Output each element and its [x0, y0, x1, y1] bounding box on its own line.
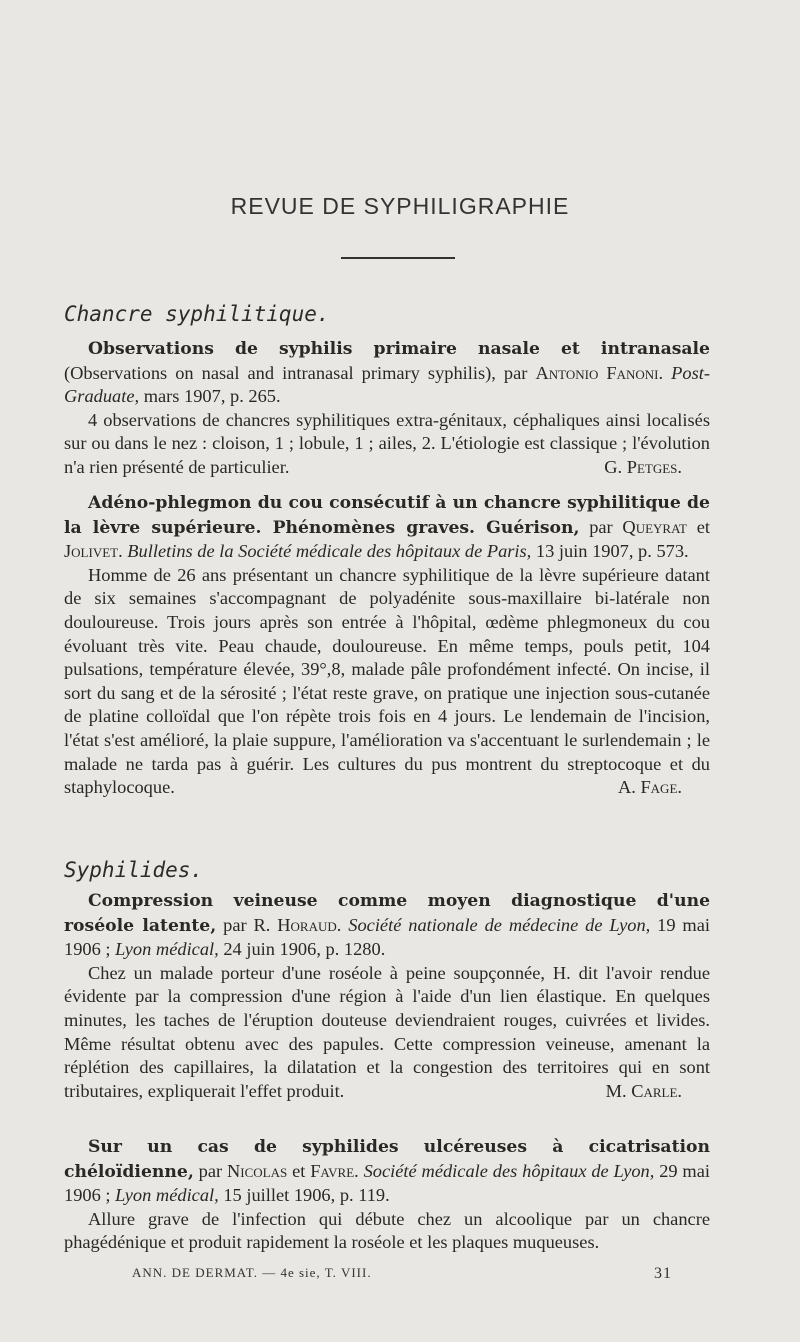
section-heading: Syphilides. [64, 858, 204, 882]
article-citation: Observations de syphilis primaire nasale et intranasale (Observations on nasal and intranasal primary syphilis), par Antonio Fanoni. Post-Graduate, mars 1907, p. 265. [64, 339, 710, 407]
citation-text: par R. [216, 914, 278, 935]
signature: A. Fage. [617, 777, 682, 798]
signature: G. Petges. [604, 456, 682, 477]
citation-text: et [287, 1160, 311, 1181]
author: Queyrat [622, 516, 687, 537]
article-title: Compression veineuse comme moyen diagnostique d'une roséole latente, [64, 891, 710, 936]
citation-text: par [193, 1160, 227, 1181]
section-chancre [64, 303, 710, 327]
journal: Post-Graduate, [64, 362, 710, 407]
author: Favre [310, 1160, 355, 1181]
footer-signature-mark: ANN. DE DERMAT. — 4e sie, T. VIII. [132, 1265, 372, 1280]
article-body: Chez un malade porteur d'une roséole à peine soupçonnée, H. dit l'avoir rendue évidente par la compression d'une région à l'aide d'un lien élastique. En quelques minutes, les taches de l'éruption douteuse deviendraient rouges, cuivrées et livides. Même résultat obtenu avec des papules. Cette compression veineuse, amenant la réplétion des capillaires, la dilatation et la congestion des territoires qui en sont tributaires, expliquerait l'effet produit. [64, 962, 710, 1101]
citation-date: mars 1907, p. 265. [139, 386, 281, 407]
signature: M. Carle. [605, 1080, 682, 1101]
article-citation: Adéno-phlegmon du cou consécutif à un chancre syphilitique de la lèvre supérieure. Phénomènes graves. Guérison, par Queyrat et Jolivet. Bulletins de la Société médicale des hôpitaux de Paris, 13 juin 1907, p. 573. [64, 493, 710, 562]
section-heading: Chancre syphilitique. [64, 302, 330, 326]
page-title: REVUE DE SYPHILIGRAPHIE [230, 193, 570, 219]
article-body: 4 observations de chancres syphilitiques extra-génitaux, céphaliques ainsi localisés sur ou dans le nez : cloison, 1 ; lobule, 1 ; ailes, 2. L'étiologie est classique ; l'évolution n'a rien présenté de particulier. [64, 409, 710, 477]
article-body: Homme de 26 ans présentant un chancre syphilitique de la lèvre supérieure datant de six semaines s'accompagnant de polyadénite sous-maxillaire bi-latérale non douloureuse. Trois jours après son entrée à l'hôpital, œdème phlegmoneux du cou évoluant très vite. Peau chaude, douloureuse. En même temps, pouls petit, 104 pulsations, température élevée, 39°,8, malade pâle profondément infecté. On incise, il sort du sang et de la sérosité ; l'état reste grave, on pratique une injection sous-cutanée de platine colloïdal que l'on répète trois fois en 4 jours. Le lendemain de l'incision, l'état s'est amélioré, la plaie suppure, l'amélioration va s'accentuant le surlendemain ; le malade ne tarda pas à guérir. Les cultures du pus montrent du streptocoque et du staphylocoque. [64, 564, 710, 798]
article-citation: Compression veineuse comme moyen diagnostique d'une roséole latente, par R. Horaud. Société nationale de médecine de Lyon, 19 mai 1906 ; Lyon médical, 24 juin 1906, p. 1280. [64, 891, 710, 960]
journal: Lyon médical, [115, 1185, 219, 1206]
article-2 [64, 491, 710, 800]
article-3 [64, 889, 710, 1103]
journal: Société nationale de médecine de Lyon, [348, 914, 651, 935]
article-title: Adéno-phlegmon du cou consécutif à un chancre syphilitique de la lèvre supérieure. Phénomènes graves. Guérison, [64, 493, 710, 538]
citation-date: 29 mai 1906 ; [64, 1160, 711, 1206]
citation-text: par [579, 516, 623, 537]
journal: Société médicale des hôpitaux de Lyon, [363, 1160, 655, 1181]
journal: Lyon médical, [115, 939, 219, 960]
article-title: Sur un cas de syphilides ulcéreuses à cicatrisation chéloïdienne, [64, 1137, 710, 1182]
author: Antonio Fanoni [535, 362, 659, 383]
article-1 [64, 337, 710, 480]
article-body: Allure grave de l'infection qui débute chez un alcoolique par un chancre phagédénique et produit rapidement la roséole et les plaques muqueuses. [64, 1208, 710, 1253]
citation-date: 13 juin 1907, p. 573. [531, 541, 689, 562]
citation-date: 15 juillet 1906, p. 119. [218, 1185, 390, 1206]
author: Horaud [277, 914, 337, 935]
citation-text: et [686, 516, 710, 537]
author: Jolivet [64, 541, 119, 562]
journal: Bulletins de la Société médicale des hôpitaux de Paris, [127, 541, 532, 562]
article-citation: Sur un cas de syphilides ulcéreuses à cicatrisation chéloïdienne, par Nicolas et Favre. Société médicale des hôpitaux de Lyon, 29 mai 1906 ; Lyon médical, 15 juillet 1906, p. 119. [64, 1137, 711, 1206]
article-4 [64, 1135, 710, 1255]
citation-date: 24 juin 1906, p. 1280. [218, 939, 386, 960]
article-title: Observations de syphilis primaire nasale et intranasale [88, 339, 710, 359]
citation-text: (Observations on nasal and intranasal primary syphilis), par [64, 362, 536, 383]
citation-date: 19 mai 1906 ; [64, 914, 710, 960]
page-number: 31 [654, 1265, 672, 1282]
page-footer [132, 1265, 672, 1283]
section-syphilides [64, 859, 710, 883]
author: Nicolas [227, 1160, 288, 1181]
title-rule [341, 257, 455, 259]
